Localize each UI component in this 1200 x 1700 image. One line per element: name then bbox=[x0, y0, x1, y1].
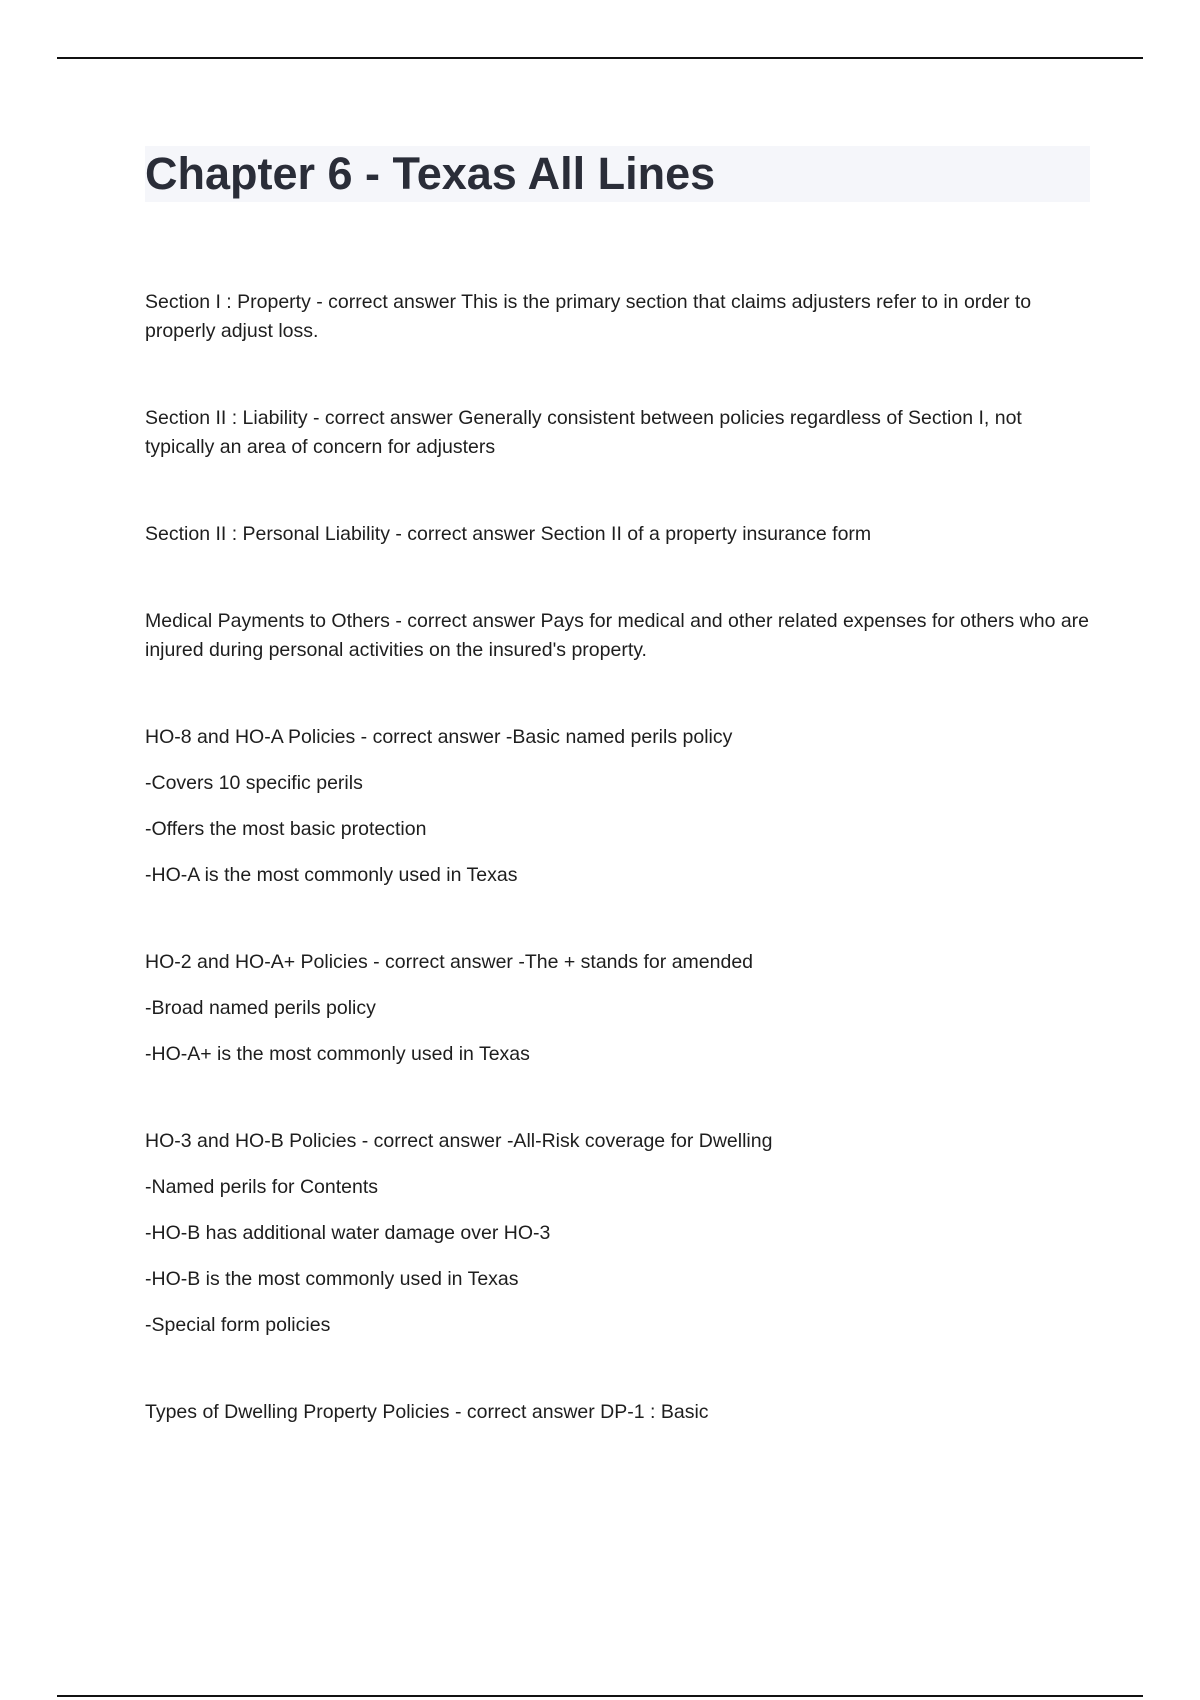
qa-bullet: -Broad named perils policy bbox=[145, 997, 376, 1019]
qa-entry-medical-payments bbox=[145, 607, 1090, 665]
qa-entry-section-i-property bbox=[145, 288, 1090, 346]
title-banner bbox=[145, 146, 1090, 202]
top-divider bbox=[57, 57, 1143, 59]
qa-text: HO-3 and HO-B Policies - correct answer -All-Risk coverage for Dwelling bbox=[145, 1130, 773, 1152]
qa-bullet: -HO-A+ is the most commonly used in Texas bbox=[145, 1043, 530, 1065]
qa-bullet: -Named perils for Contents bbox=[145, 1176, 379, 1198]
qa-bullet: -Covers 10 specific perils bbox=[145, 772, 363, 794]
qa-text: Medical Payments to Others - correct answer Pays for medical and other related expenses for others who are injured during personal activities on the insured's property. bbox=[145, 610, 1090, 661]
document-body bbox=[145, 288, 1090, 1485]
page-title: Chapter 6 - Texas All Lines bbox=[145, 148, 716, 199]
qa-entry-ho8-hoa bbox=[145, 723, 1090, 890]
qa-bullet: -HO-B has additional water damage over HO-3 bbox=[145, 1222, 551, 1244]
qa-entry-section-ii-personal-liability bbox=[145, 520, 1090, 549]
qa-bullet: -Offers the most basic protection bbox=[145, 818, 427, 840]
qa-text: Section II : Personal Liability - correct answer Section II of a property insurance form bbox=[145, 523, 872, 545]
qa-text: HO-8 and HO-A Policies - correct answer -Basic named perils policy bbox=[145, 726, 733, 748]
qa-entry-ho3-hob bbox=[145, 1127, 1090, 1340]
qa-bullet: -HO-B is the most commonly used in Texas bbox=[145, 1268, 519, 1290]
qa-text: HO-2 and HO-A+ Policies - correct answer -The + stands for amended bbox=[145, 951, 754, 973]
qa-text: Section I : Property - correct answer This is the primary section that claims adjusters refer to in order to properly adjust loss. bbox=[145, 291, 1032, 342]
qa-text: Section II : Liability - correct answer Generally consistent between policies regardless of Section I, not typically an area of concern for adjusters bbox=[145, 407, 1022, 458]
bottom-divider bbox=[57, 1695, 1143, 1697]
qa-text: Types of Dwelling Property Policies - correct answer DP-1 : Basic bbox=[145, 1401, 709, 1423]
qa-bullet: -Special form policies bbox=[145, 1314, 331, 1336]
qa-entry-section-ii-liability bbox=[145, 404, 1090, 462]
qa-entry-ho2-hoa-plus bbox=[145, 948, 1090, 1069]
qa-bullet: -HO-A is the most commonly used in Texas bbox=[145, 864, 518, 886]
qa-entry-dwelling-property-policies bbox=[145, 1398, 1090, 1427]
